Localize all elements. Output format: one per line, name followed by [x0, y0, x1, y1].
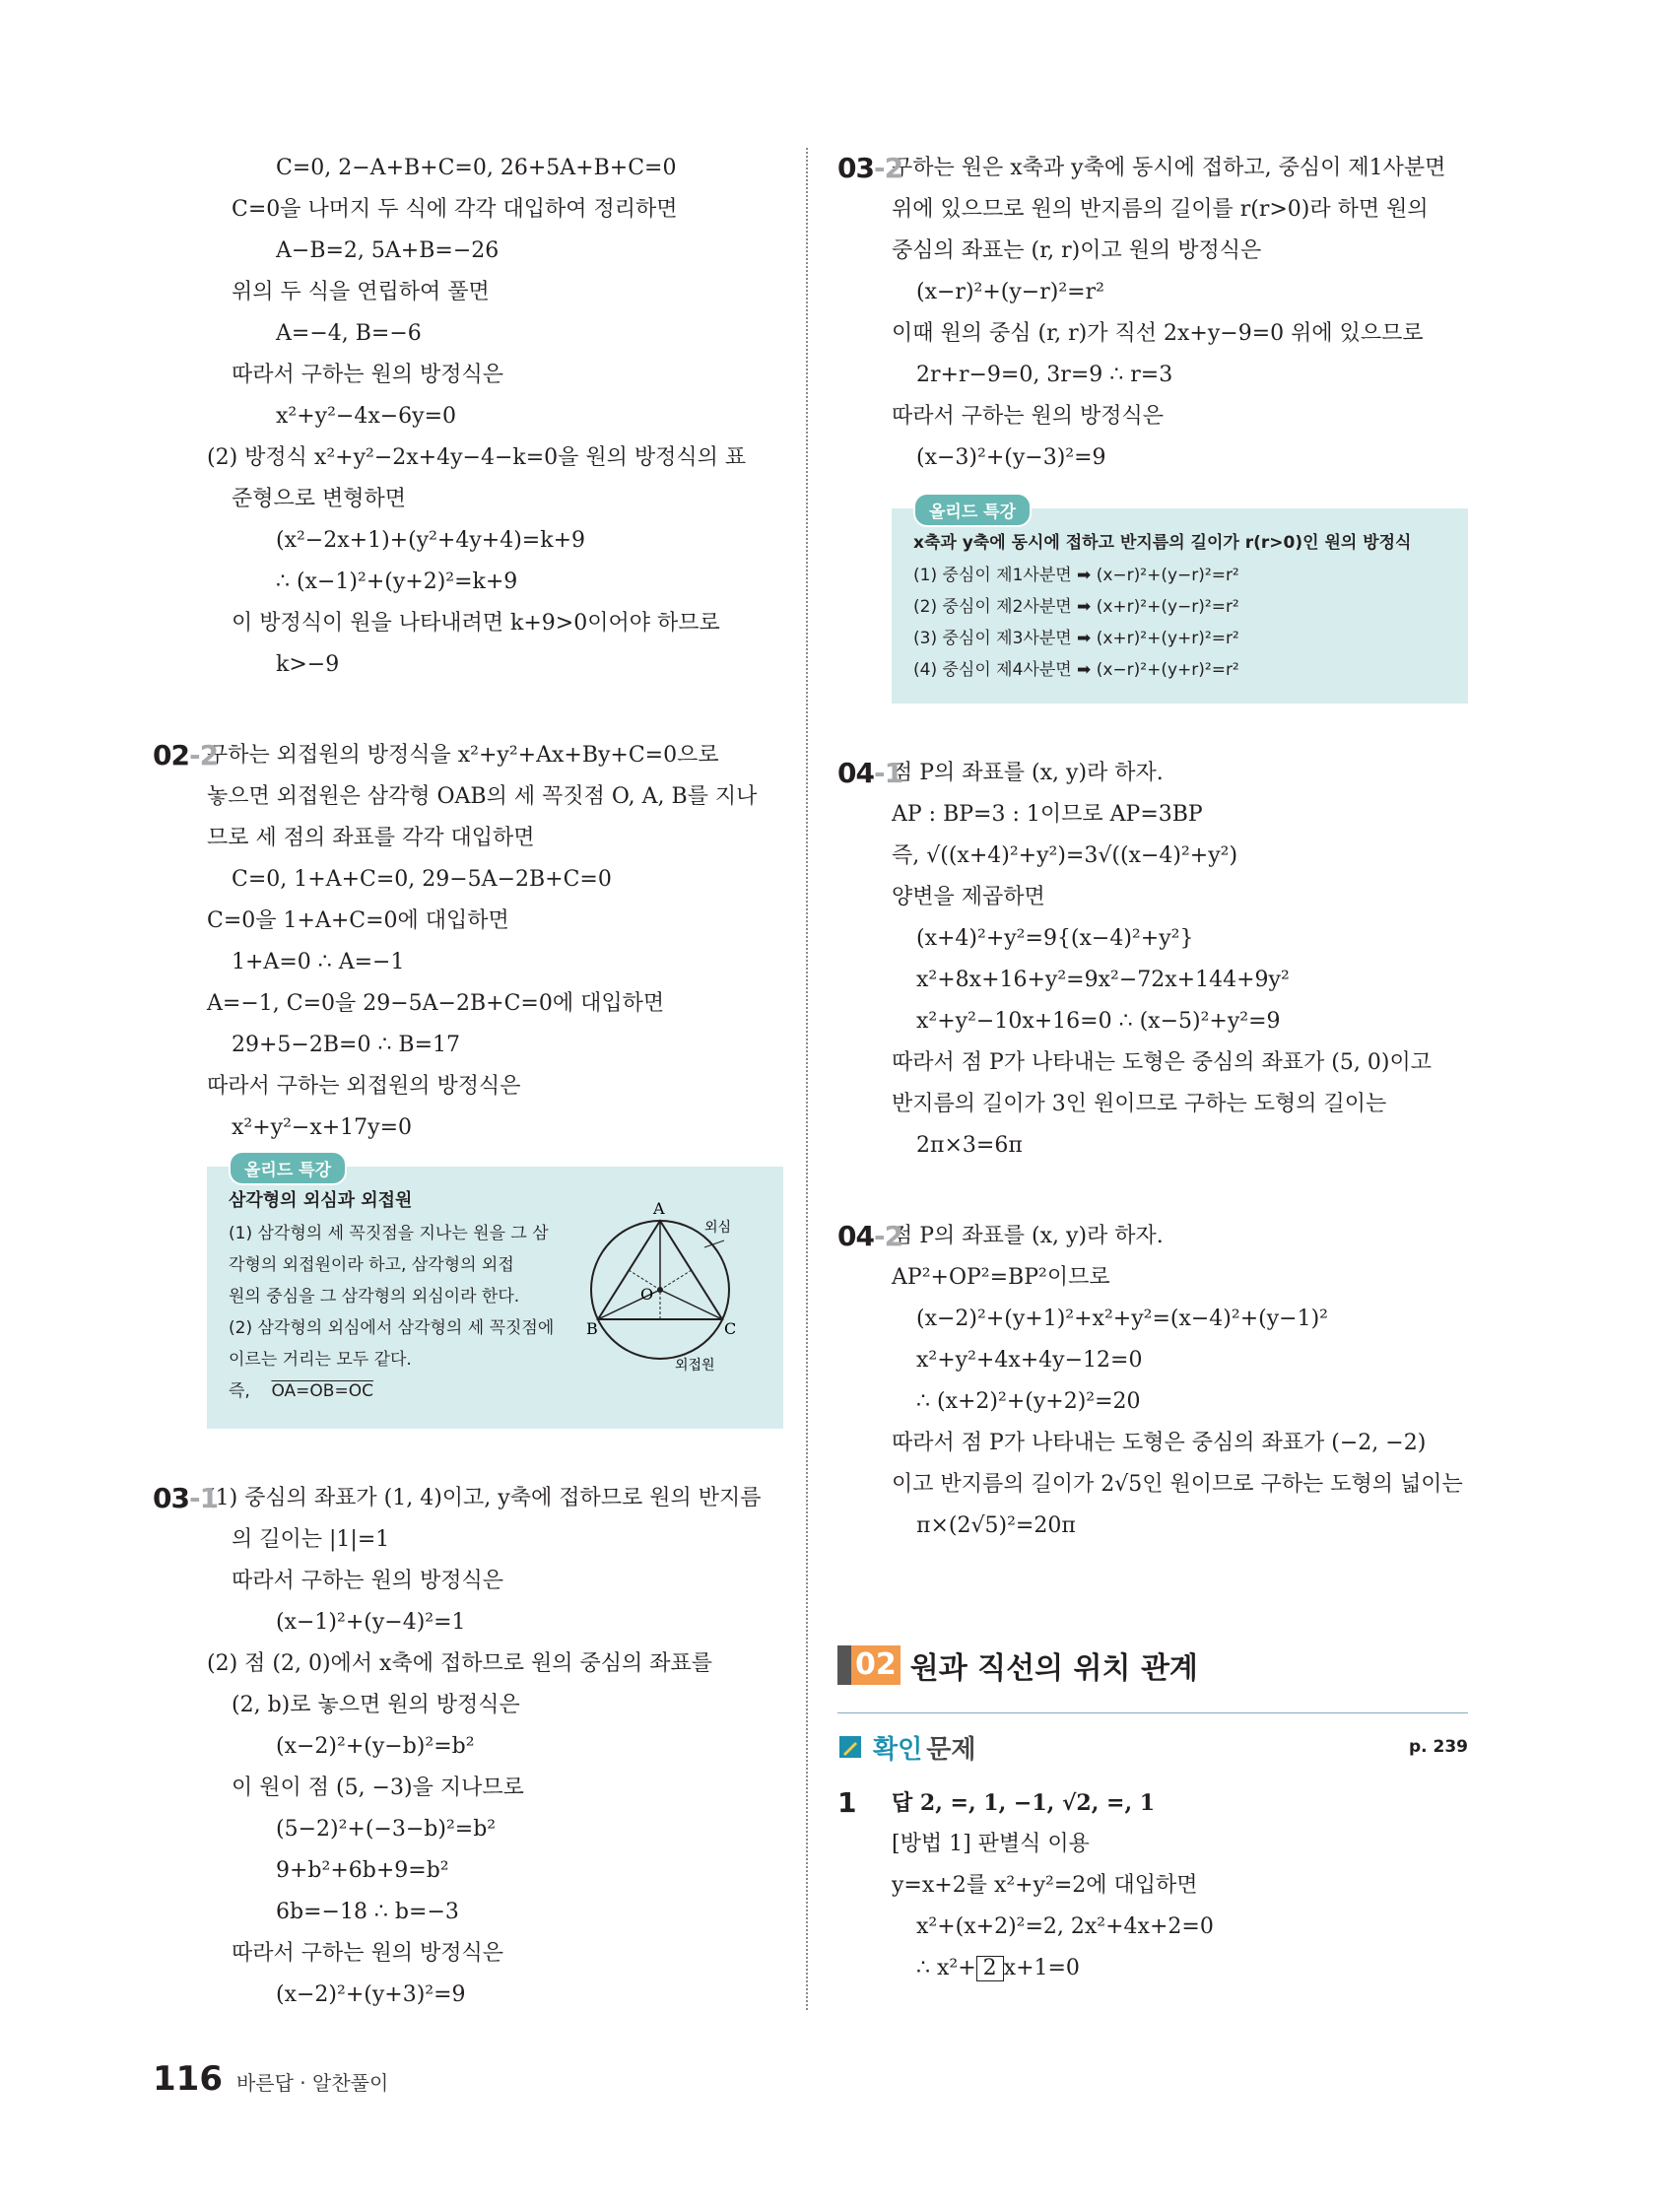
- text-line: 구하는 외접원의 방정식을 x²+y²+Ax+By+C=0으로: [207, 743, 719, 768]
- pencil-icon: [837, 1734, 863, 1760]
- text-line: 이 방정식이 원을 나타내려면 k+9>0이어야 하므로: [232, 611, 720, 636]
- text-line: x²+(x+2)²=2, 2x²+4x+2=0: [916, 1914, 1214, 1939]
- section-number: 02: [837, 1645, 901, 1685]
- text-line: A−B=2, 5A+B=−26: [276, 238, 500, 263]
- text-line: C=0을 나머지 두 식에 각각 대입하여 정리하면: [232, 197, 678, 222]
- tip-title: 삼각형의 외심과 외접원: [229, 1190, 413, 1211]
- text-line: (x−1)²+(y−4)²=1: [276, 1610, 466, 1635]
- text-line: 1+A=0 ∴ A=−1: [232, 950, 405, 974]
- text-line: 이고 반지름의 길이가 2√5인 원이므로 구하는 도형의 넓이는: [892, 1472, 1463, 1497]
- text-line: A=−1, C=0을 29−5A−2B+C=0에 대입하면: [207, 991, 665, 1016]
- problem-04-1: [837, 753, 1468, 1167]
- page-number: 116: [153, 2059, 223, 2099]
- solution-02-1-continued: [153, 148, 783, 686]
- text-line: x²+y²−10x+16=0 ∴ (x−5)²+y²=9: [916, 1009, 1281, 1034]
- text-line: 이 원이 점 (5, −3)을 지나므로: [232, 1776, 524, 1800]
- text-line: 양변을 제곱하면: [892, 885, 1045, 909]
- text-line: C=0, 2−A+B+C=0, 26+5A+B+C=0: [276, 156, 677, 180]
- answer-line: 답 2, =, 1, −1, √2, =, 1: [892, 1790, 1156, 1816]
- problem-number: 03-1: [153, 1482, 219, 1514]
- text-line: (x−2)²+(y+3)²=9: [276, 1982, 466, 2007]
- text-line: x²+y²+4x+4y−12=0: [916, 1348, 1143, 1373]
- text-line: 므로 세 점의 좌표를 각각 대입하면: [207, 826, 535, 850]
- text-line: 반지름의 길이가 3인 원이므로 구하는 도형의 길이는: [892, 1092, 1387, 1116]
- text-line: ∴ (x+2)²+(y+2)²=20: [916, 1389, 1141, 1414]
- text-line: 29+5−2B=0 ∴ B=17: [232, 1033, 461, 1057]
- problem-03-2: [837, 148, 1468, 479]
- confirm-problems-header: [837, 1712, 1468, 1769]
- text-line: (x+4)²+y²=9{(x−4)²+y²}: [916, 926, 1194, 951]
- text-line: (2, b)로 놓으면 원의 방정식은: [232, 1693, 520, 1717]
- problem-number: 04-1: [837, 757, 903, 789]
- text-line: (x−r)²+(y−r)²=r²: [916, 280, 1104, 304]
- tip-line: (1) 삼각형의 세 꼭짓점을 지나는 원을 그 삼: [229, 1224, 549, 1243]
- tip-box-tangent-axes: [892, 503, 1468, 704]
- text-line: x²+8x+16+y²=9x²−72x+144+9y²: [916, 968, 1290, 992]
- text-line: (1) 중심의 좌표가 (1, 4)이고, y축에 접하므로 원의 반지름: [207, 1486, 762, 1510]
- tip-line: 이르는 거리는 모두 같다.: [229, 1350, 412, 1370]
- tip-box-circumcenter: [207, 1161, 783, 1429]
- text-line: (x−2)²+(y+1)²+x²+y²=(x−4)²+(y−1)²: [916, 1307, 1328, 1331]
- text-line: 이때 원의 중심 (r, r)가 직선 2x+y−9=0 위에 있으므로: [892, 321, 1424, 346]
- text-line: 점 P의 좌표를 (x, y)라 하자.: [892, 1224, 1164, 1248]
- tip-line: 각형의 외접원이라 하고, 삼각형의 외접: [229, 1255, 514, 1275]
- tip-line: (4) 중심이 제4사분면 ➡ (x−r)²+(y+r)²=r²: [913, 660, 1239, 680]
- text-line: 놓으면 외접원은 삼각형 OAB의 세 꼭짓점 O, A, B를 지나: [207, 784, 758, 809]
- section-title: 원과 직선의 위치 관계: [909, 1651, 1198, 1686]
- text-line: 의 길이는 |1|=1: [232, 1527, 390, 1552]
- text-line: (x²−2x+1)+(y²+4y+4)=k+9: [276, 528, 585, 553]
- text-line: (5−2)²+(−3−b)²=b²: [276, 1817, 497, 1842]
- problem-04-2: [837, 1216, 1468, 1547]
- label-A: A: [653, 1199, 665, 1218]
- problem-03-1: [153, 1478, 783, 2016]
- tip-equation: 즉, OA=OB=OC: [229, 1381, 373, 1401]
- confirm-title-a: 확인: [873, 1734, 923, 1765]
- tip-tag: 올리드 특강: [229, 1151, 347, 1185]
- text-line: (x−2)²+(y−b)²=b²: [276, 1734, 475, 1759]
- text-line: AP : BP=3 : 1이므로 AP=3BP: [892, 802, 1203, 827]
- text-line: AP²+OP²=BP²이므로: [892, 1265, 1110, 1290]
- text-line: 구하는 원은 x축과 y축에 동시에 접하고, 중심이 제1사분면: [892, 156, 1446, 180]
- text-line: k>−9: [276, 652, 340, 677]
- confirm-title-b: 문제: [926, 1734, 976, 1765]
- question-number: 1: [837, 1786, 856, 1819]
- tip-tag: 올리드 특강: [913, 493, 1032, 527]
- label-circumcenter: 외심: [704, 1220, 732, 1236]
- text-line: y=x+2를 x²+y²=2에 대입하면: [892, 1873, 1198, 1898]
- problem-number: 02-2: [153, 739, 219, 771]
- text-line: C=0을 1+A+C=0에 대입하면: [207, 908, 509, 933]
- text-line: (2) 점 (2, 0)에서 x축에 접하므로 원의 중심의 좌표를: [207, 1651, 712, 1676]
- problem-02-2: [153, 735, 783, 1149]
- text-line: 2π×3=6π: [916, 1133, 1023, 1158]
- tip-line: (2) 중심이 제2사분면 ➡ (x+r)²+(y−r)²=r²: [913, 597, 1239, 617]
- text-line: 2r+r−9=0, 3r=9 ∴ r=3: [916, 363, 1173, 387]
- tip-line: (1) 중심이 제1사분면 ➡ (x−r)²+(y−r)²=r²: [913, 566, 1239, 585]
- text-line: x²+y²−x+17y=0: [232, 1115, 413, 1140]
- text-line: x²+y²−4x−6y=0: [276, 404, 457, 429]
- text-line: 따라서 구하는 원의 방정식은: [892, 404, 1165, 429]
- text-line: 따라서 구하는 원의 방정식은: [232, 363, 504, 387]
- tip-line: (2) 삼각형의 외심에서 삼각형의 세 꼭짓점에: [229, 1318, 555, 1338]
- label-B: B: [586, 1319, 598, 1338]
- page-footer: [153, 2059, 388, 2099]
- text-line: 따라서 점 P가 나타내는 도형은 중심의 좌표가 (−2, −2): [892, 1431, 1427, 1455]
- label-O: O: [640, 1285, 654, 1304]
- text-line: 점 P의 좌표를 (x, y)라 하자.: [892, 761, 1164, 785]
- section-heading: [837, 1636, 1468, 1695]
- question-1: [837, 1782, 1468, 1989]
- page-reference: p. 239: [1408, 1737, 1468, 1757]
- problem-number: 04-2: [837, 1220, 903, 1252]
- text-line: 중심의 좌표는 (r, r)이고 원의 방정식은: [892, 238, 1262, 263]
- text-line: π×(2√5)²=20π: [916, 1513, 1076, 1538]
- text-line: 9+b²+6b+9=b²: [276, 1858, 449, 1883]
- tip-line: 원의 중심을 그 삼각형의 외심이라 한다.: [229, 1287, 520, 1307]
- text-line: (2) 방정식 x²+y²−2x+4y−4−k=0을 원의 방정식의 표: [207, 445, 747, 470]
- tip-title: x축과 y축에 동시에 접하고 반지름의 길이가 r(r>0)인 원의 방정식: [913, 533, 1412, 553]
- text-line: 따라서 구하는 외접원의 방정식은: [207, 1074, 521, 1099]
- text-line: C=0, 1+A+C=0, 29−5A−2B+C=0: [232, 867, 612, 892]
- text-line: 따라서 구하는 원의 방정식은: [232, 1569, 504, 1593]
- text-line: 즉, √((x+4)²+y²)=3√((x−4)²+y²): [892, 843, 1238, 868]
- answer-box: 2: [976, 1956, 1004, 1981]
- text-line: (x−3)²+(y−3)²=9: [916, 445, 1106, 470]
- column-divider: [806, 148, 808, 2010]
- text-line: 준형으로 변형하면: [232, 487, 407, 511]
- text-line: 위의 두 식을 연립하여 풀면: [232, 280, 490, 304]
- tip-lines: [913, 560, 1446, 686]
- text-line: 위에 있으므로 원의 반지름의 길이를 r(r>0)라 하면 원의: [892, 197, 1429, 222]
- right-column: [837, 148, 1468, 1989]
- text-line: 따라서 구하는 원의 방정식은: [232, 1941, 504, 1966]
- tip-line: (3) 중심이 제3사분면 ➡ (x+r)²+(y+r)²=r²: [913, 629, 1239, 648]
- label-circumcircle: 외접원: [675, 1358, 715, 1374]
- label-C: C: [724, 1319, 737, 1338]
- final-line: ∴ x²+ 2 x+1=0: [916, 1956, 1080, 1980]
- text-line: 따라서 점 P가 나타내는 도형은 중심의 좌표가 (5, 0)이고: [892, 1050, 1432, 1075]
- footer-label: 바른답 · 알찬풀이: [235, 2071, 389, 2095]
- text-line: A=−4, B=−6: [276, 321, 422, 346]
- text-line: [방법 1] 판별식 이용: [892, 1832, 1090, 1856]
- left-column: [153, 148, 783, 2016]
- text-line: 6b=−18 ∴ b=−3: [276, 1900, 459, 1924]
- problem-number: 03-2: [837, 152, 903, 184]
- circumcircle-figure: [586, 1196, 754, 1374]
- text-line: ∴ (x−1)²+(y+2)²=k+9: [276, 570, 518, 594]
